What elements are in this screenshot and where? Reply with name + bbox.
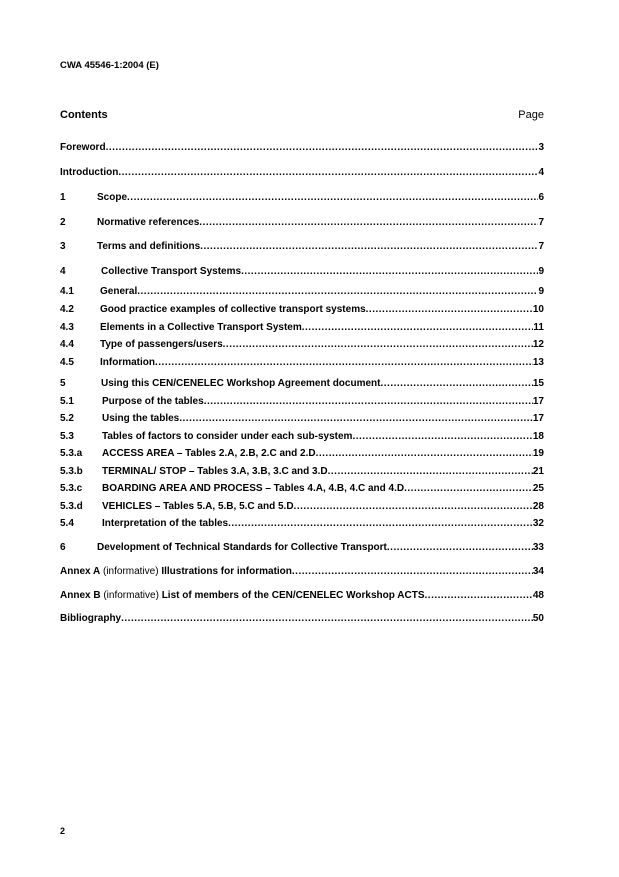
toc-entry-number: 5.3.c	[60, 483, 83, 494]
leader-dots	[121, 613, 533, 624]
toc-entry-number: 4	[60, 266, 66, 277]
toc-entry-page: 15	[532, 378, 544, 389]
toc-entry-title: Collective Transport Systems	[101, 266, 242, 277]
toc-entry-page: 21	[532, 466, 544, 477]
toc-entry-5-3-c[interactable]	[60, 483, 544, 494]
leader-dots	[366, 304, 533, 315]
leader-dots	[127, 192, 538, 203]
leader-dots	[294, 501, 533, 512]
leader-dots	[199, 217, 538, 228]
leader-dots	[328, 466, 533, 477]
toc-entry-number: 5.2	[60, 413, 74, 424]
toc-entry-5-1[interactable]	[60, 396, 544, 407]
toc-entry-annex-b[interactable]	[60, 590, 544, 601]
toc-entry-title: Foreword	[60, 142, 106, 153]
toc-entry-4-1[interactable]	[60, 286, 544, 297]
toc-entry-number: 4.4	[60, 339, 74, 350]
toc-entry-title: Bibliography	[60, 613, 122, 624]
toc-entry-title: Normative references	[97, 217, 200, 228]
toc-entry-5-3-d[interactable]	[60, 501, 544, 512]
toc-entry-title: Elements in a Collective Transport System	[100, 322, 302, 333]
toc-entry-5-3[interactable]	[60, 431, 544, 442]
toc-entry-number: 5.4	[60, 518, 74, 529]
toc-entry-title: Using the tables	[102, 413, 180, 424]
toc-entry-page: 25	[532, 483, 544, 494]
toc-entry-page: 12	[532, 339, 544, 350]
toc-entry-2[interactable]	[60, 217, 544, 228]
leader-dots	[241, 266, 538, 277]
toc-entry-informative: (informative)	[102, 566, 159, 577]
leader-dots	[404, 483, 533, 494]
toc-entry-page: 32	[532, 518, 544, 529]
toc-entry-number: Annex B	[60, 590, 101, 601]
toc-entry-number: 3	[60, 241, 66, 252]
toc-entry-title: Scope	[97, 192, 128, 203]
toc-entry-title: Illustrations for information	[161, 566, 292, 577]
toc-entry-title: ACCESS AREA – Tables 2.A, 2.B, 2.C and 2.D	[102, 448, 316, 459]
toc-entry-foreword[interactable]	[60, 142, 544, 153]
toc-entry-page: 10	[532, 304, 544, 315]
toc-entry-page: 34	[532, 566, 544, 577]
toc-entry-number: 5.3.a	[60, 448, 83, 459]
toc-entry-page: 50	[532, 613, 544, 624]
leader-dots	[302, 322, 534, 333]
leader-dots	[118, 167, 538, 178]
leader-dots	[228, 518, 533, 529]
toc-entry-5-3-a[interactable]	[60, 448, 544, 459]
leader-dots	[352, 431, 532, 442]
toc-entry-page: 13	[532, 357, 544, 368]
page-number: 2	[60, 826, 66, 836]
toc-entry-number: 4.5	[60, 357, 74, 368]
toc-entry-number: 5.3.b	[60, 466, 83, 477]
toc-entry-title: Tables of factors to consider under each sub-system	[102, 431, 353, 442]
leader-dots	[387, 542, 533, 553]
toc-entry-4-4[interactable]	[60, 339, 544, 350]
toc-entry-page: 3	[538, 142, 544, 153]
toc-entry-title: Introduction	[60, 167, 119, 178]
toc-entry-number: 5.1	[60, 396, 74, 407]
toc-entry-number: 5.3	[60, 431, 74, 442]
toc-entry-4-3[interactable]	[60, 322, 544, 333]
leader-dots	[204, 396, 533, 407]
toc-entry-5-4[interactable]	[60, 518, 544, 529]
toc-entry-annex-a[interactable]	[60, 566, 544, 577]
toc-entry-number: Annex A	[60, 566, 101, 577]
toc-entry-title: Interpretation of the tables	[102, 518, 229, 529]
toc-entry-introduction[interactable]	[60, 167, 544, 178]
toc-entry-number: 4.1	[60, 286, 74, 297]
toc-entry-number: 1	[60, 192, 66, 203]
toc-entry-5-3-b[interactable]	[60, 466, 544, 477]
toc-entry-title: Development of Technical Standards for Collective Transport	[97, 542, 387, 553]
toc-entry-number: 5	[60, 378, 66, 389]
toc-entry-title: Type of passengers/users	[100, 339, 223, 350]
toc-entry-title: General	[100, 286, 138, 297]
toc-entry-number: 5.3.d	[60, 501, 83, 512]
toc-entry-6[interactable]	[60, 542, 544, 553]
toc-entry-3[interactable]	[60, 241, 544, 252]
document-id: CWA 45546-1:2004 (E)	[60, 60, 159, 71]
leader-dots	[292, 566, 533, 577]
toc-entry-title: Terms and definitions	[97, 241, 201, 252]
leader-dots	[316, 448, 533, 459]
toc-entry-4-5[interactable]	[60, 357, 544, 368]
leader-dots	[380, 378, 532, 389]
page-column-label: Page	[518, 109, 544, 121]
toc-entry-informative: (informative)	[103, 590, 159, 601]
contents-title: Contents	[60, 109, 108, 121]
toc-entry-title: Purpose of the tables	[102, 396, 204, 407]
toc-entry-number: 4.3	[60, 322, 74, 333]
toc-entry-5[interactable]	[60, 378, 544, 389]
toc-entry-page: 11	[533, 322, 544, 333]
toc-entry-page: 9	[538, 286, 544, 297]
toc-entry-page: 33	[532, 542, 544, 553]
toc-entry-number: 6	[60, 542, 66, 553]
toc-entry-page: 7	[538, 217, 544, 228]
toc-entry-4[interactable]	[60, 266, 544, 277]
toc-entry-1[interactable]	[60, 192, 544, 203]
toc-entry-title: BOARDING AREA AND PROCESS – Tables 4.A, 4.B, 4.C and 4.D	[102, 483, 405, 494]
toc-entry-title: TERMINAL/ STOP – Tables 3.A, 3.B, 3.C and 3.D	[102, 466, 328, 477]
toc-entry-4-2[interactable]	[60, 304, 544, 315]
toc-entry-page: 17	[532, 413, 544, 424]
toc-entry-title: VEHICLES – Tables 5.A, 5.B, 5.C and 5.D	[102, 501, 294, 512]
toc-entry-page: 18	[532, 431, 544, 442]
toc-entry-bibliography[interactable]	[60, 613, 544, 624]
leader-dots	[155, 357, 533, 368]
toc-entry-page: 4	[538, 167, 544, 178]
leader-dots	[179, 413, 533, 424]
leader-dots	[137, 286, 538, 297]
toc-entry-number: 2	[60, 217, 66, 228]
toc-entry-title: Using this CEN/CENELEC Workshop Agreement document	[101, 378, 381, 389]
toc-entry-page: 48	[532, 590, 544, 601]
leader-dots	[425, 590, 533, 601]
toc-entry-title: Information	[100, 357, 155, 368]
toc-entry-page: 6	[538, 192, 544, 203]
toc-entry-5-2[interactable]	[60, 413, 544, 424]
toc-entry-title: Good practice examples of collective transport systems	[100, 304, 366, 315]
toc-entry-page: 7	[538, 241, 544, 252]
toc-entry-page: 19	[532, 448, 544, 459]
leader-dots	[200, 241, 538, 252]
toc-entry-page: 17	[532, 396, 544, 407]
toc-entry-page: 9	[538, 266, 544, 277]
toc-entry-page: 28	[532, 501, 544, 512]
leader-dots	[223, 339, 533, 350]
toc-entry-title: List of members of the CEN/CENELEC Workshop ACTS	[161, 590, 425, 601]
leader-dots	[106, 142, 539, 153]
toc-entry-number: 4.2	[60, 304, 74, 315]
